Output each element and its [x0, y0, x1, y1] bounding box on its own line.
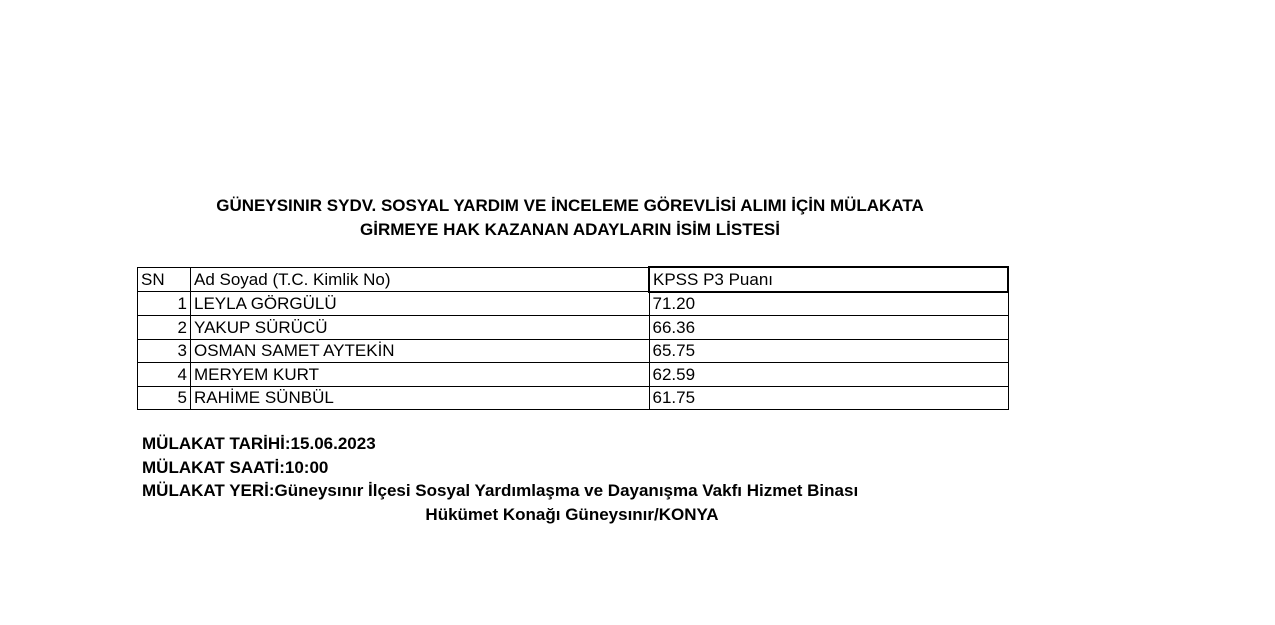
row-sn: 2: [138, 316, 191, 340]
row-sn: 4: [138, 363, 191, 387]
table-header-row: [138, 267, 1009, 292]
row-score: 65.75: [649, 339, 1008, 363]
row-score: 71.20: [649, 292, 1008, 316]
document-title-line-2: GİRMEYE HAK KAZANAN ADAYLARIN İSİM LİSTESİ: [360, 220, 780, 239]
row-name: MERYEM KURT: [191, 363, 650, 387]
row-sn: 5: [138, 386, 191, 410]
column-header-name: Ad Soyad (T.C. Kimlik No): [191, 267, 650, 292]
table-row: [138, 363, 1009, 387]
row-sn: 3: [138, 339, 191, 363]
table-row: [138, 292, 1009, 316]
table-row: [138, 339, 1009, 363]
column-header-score: KPSS P3 Puanı: [649, 267, 1008, 292]
interview-place: MÜLAKAT YERİ:Güneysınır İlçesi Sosyal Yardımlaşma ve Dayanışma Vakfı Hizmet Binası: [142, 481, 859, 500]
interview-time: MÜLAKAT SAATİ:10:00: [142, 458, 329, 477]
row-score: 61.75: [649, 386, 1008, 410]
table-row: [138, 386, 1009, 410]
row-score: 66.36: [649, 316, 1008, 340]
document-title-line-1: GÜNEYSINIR SYDV. SOSYAL YARDIM VE İNCELEME GÖREVLİSİ ALIMI İÇİN MÜLAKATA: [216, 196, 924, 215]
row-score: 62.59: [649, 363, 1008, 387]
row-name: RAHİME SÜNBÜL: [191, 386, 650, 410]
row-sn: 1: [138, 292, 191, 316]
row-name: YAKUP SÜRÜCÜ: [191, 316, 650, 340]
candidate-table: [137, 266, 1009, 410]
row-name: LEYLA GÖRGÜLÜ: [191, 292, 650, 316]
column-header-sn: SN: [138, 267, 191, 292]
interview-place-line-2: Hükümet Konağı Güneysınır/KONYA: [425, 505, 719, 524]
table-row: [138, 316, 1009, 340]
interview-date: MÜLAKAT TARİHİ:15.06.2023: [142, 434, 376, 453]
row-name: OSMAN SAMET AYTEKİN: [191, 339, 650, 363]
